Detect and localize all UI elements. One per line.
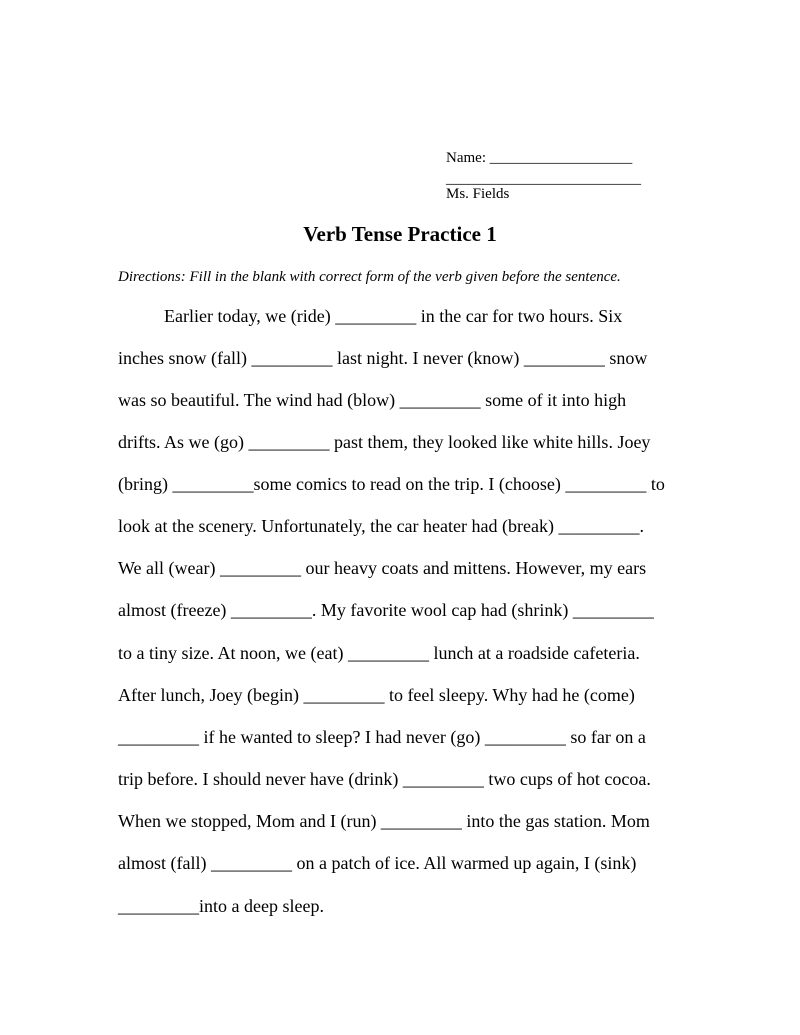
teacher-name: Ms. Fields xyxy=(446,186,510,202)
passage-line: _________ if he wanted to sleep? I had never (go) _________ so far on a xyxy=(118,727,646,747)
passage-line: inches snow (fall) _________ last night. I never (know) _________ snow xyxy=(118,348,648,368)
passage-line: was so beautiful. The wind had (blow) _________ some of it into high xyxy=(118,390,627,410)
passage-line: When we stopped, Mom and I (run) _________ into the gas station. Mom xyxy=(118,811,650,831)
passage-line: trip before. I should never have (drink) _________ two cups of hot cocoa. xyxy=(118,769,651,789)
passage-line: After lunch, Joey (begin) _________ to feel sleepy. Why had he (come) xyxy=(118,685,635,705)
passage-line: almost (freeze) _________. My favorite wool cap had (shrink) _________ xyxy=(118,600,654,620)
passage-line: drifts. As we (go) _________ past them, they looked like white hills. Joey xyxy=(118,432,651,452)
passage-line: Earlier today, we (ride) _________ in the car for two hours. Six xyxy=(164,306,623,326)
passage-line: look at the scenery. Unfortunately, the car heater had (break) _________. xyxy=(118,516,644,536)
passage-line: _________into a deep sleep. xyxy=(118,896,324,916)
blank-line[interactable]: __________________________ xyxy=(446,171,641,187)
passage-line: almost (fall) _________ on a patch of ice. All warmed up again, I (sink) xyxy=(118,853,637,873)
directions-text: Directions: Fill in the blank with correct form of the verb given before the sentence. xyxy=(118,269,621,285)
passage-line: (bring) _________some comics to read on the trip. I (choose) _________ to xyxy=(118,474,665,494)
passage-line: to a tiny size. At noon, we (eat) _________ lunch at a roadside cafeteria. xyxy=(118,643,640,663)
worksheet-title: Verb Tense Practice 1 xyxy=(303,222,497,246)
name-field[interactable]: Name: ___________________ xyxy=(446,150,633,166)
passage-line: We all (wear) _________ our heavy coats and mittens. However, my ears xyxy=(118,558,647,578)
